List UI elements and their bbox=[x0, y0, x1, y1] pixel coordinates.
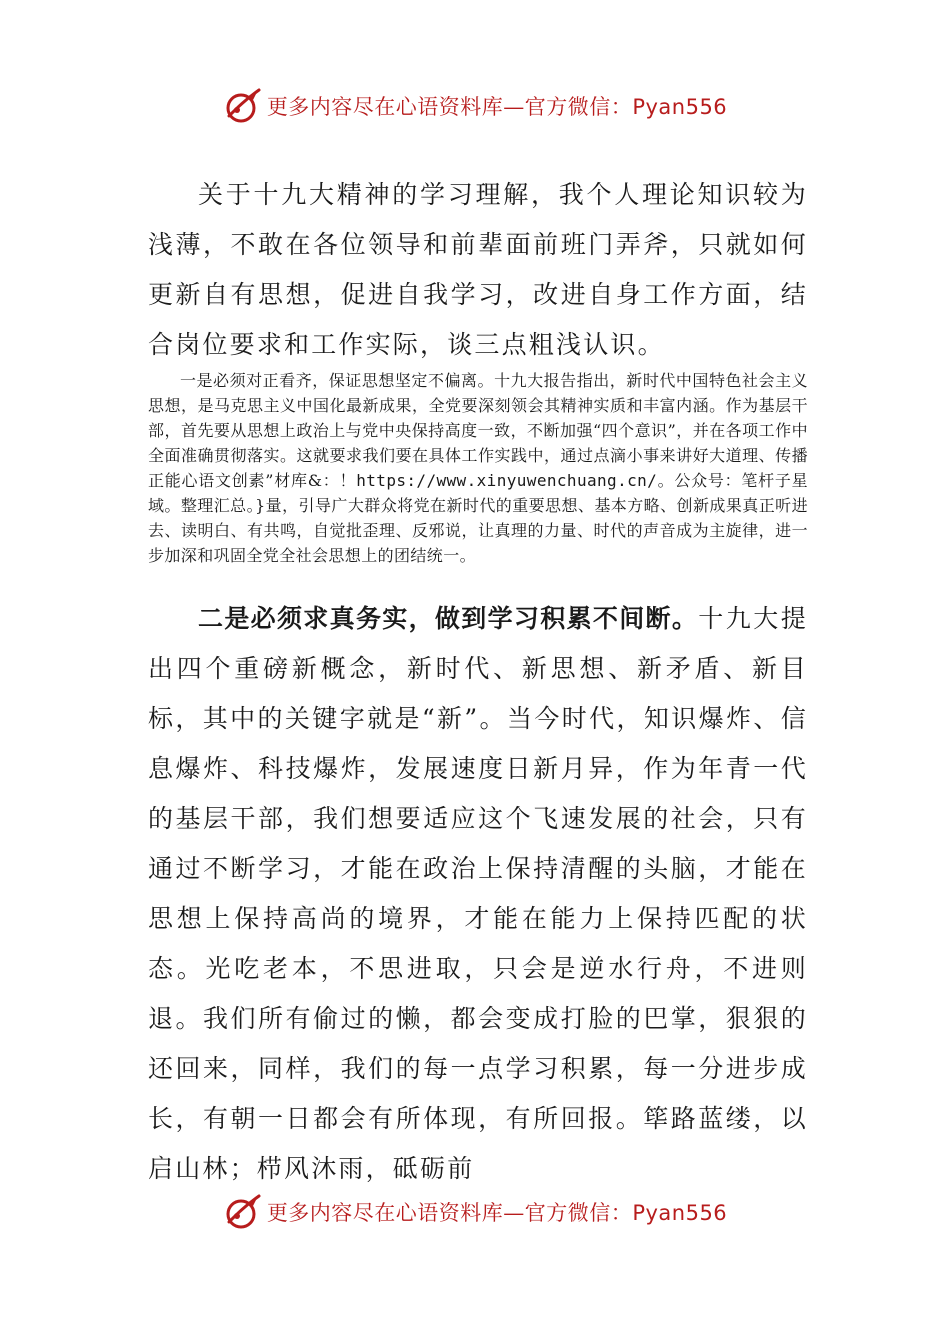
footer-banner bbox=[0, 1190, 950, 1234]
paragraph-point-one bbox=[148, 368, 808, 568]
logo-icon bbox=[223, 1192, 263, 1232]
paragraph-intro: 关于十九大精神的学习理解，我个人理论知识较为浅薄，不敢在各位领导和前辈面前班门弄斧，只就如何更新自有思想，促进自我学习，改进自身工作方面，结合岗位要求和工作实际，谈三点粗浅认识。 bbox=[148, 180, 808, 359]
header-banner bbox=[0, 84, 950, 128]
logo-icon bbox=[223, 86, 263, 126]
banner-slogan: 更多内容尽在心语资料库—官方微信： bbox=[266, 1201, 633, 1225]
banner-slogan: 更多内容尽在心语资料库—官方微信： bbox=[266, 95, 633, 119]
paragraph-point-one-text-b: 。公众号：笔杆子星域。整理汇总。}量，引导广大群众将党在新时代的重要思想、基本方略、创新成果真正听进去、读明白、有共鸣，自觉批歪理、反邪说，让真理的力量、时代的声音成为主旋律，进一步加深和巩固全党全社会思想上的团结统一。 bbox=[148, 471, 809, 565]
wechat-id: Pyan556 bbox=[632, 95, 728, 119]
wechat-id: Pyan556 bbox=[632, 1201, 728, 1225]
point-two-heading: 二是必须求真务实，做到学习积累不间断。 bbox=[198, 604, 699, 633]
paragraph-point-two bbox=[148, 594, 808, 1194]
banner-text bbox=[267, 1197, 727, 1227]
point-two-body: 十九大提出四个重磅新概念，新时代、新思想、新矛盾、新目标，其中的关键字就是“新”。当今时代，知识爆炸、信息爆炸、科技爆炸，发展速度日新月异，作为年青一代的基层干部，我们想要适应这个飞速发展的社会，只有通过不断学习，才能在政治上保持清醒的头脑，才能在思想上保持高尚的境界，才能在能力上保持匹配的状态。光吃老本，不思进取，只会是逆水行舟，不进则退。我们所有偷过的懒，都会变成打脸的巴掌，狠狠的还回来，同样，我们的每一点学习积累，每一分进步成长，有朝一日都会有所体现，有所回报。筚路蓝缕，以启山林；栉风沐雨，砥砺前 bbox=[148, 604, 808, 1183]
paragraph-point-one-text-a: 一是必须对正看齐，保证思想坚定不偏离。十九大报告指出，新时代中国特色社会主义思想，是马克思主义中国化最新成果，全党要深刻领会其精神实质和丰富内涵。作为基层干部，首先要从思想上政治上与党中央保持高度一致，不断加强“四个意识”，并在各项工作中全面准确贯彻落实。这就要求我们要在具体工作实践中，通过点滴小事来讲好大道理、传播正能心语文创素”材库&：！ bbox=[148, 371, 808, 490]
website-url: https://www.xinyuwenchuang.cn/ bbox=[356, 471, 658, 490]
banner-text bbox=[267, 91, 727, 121]
